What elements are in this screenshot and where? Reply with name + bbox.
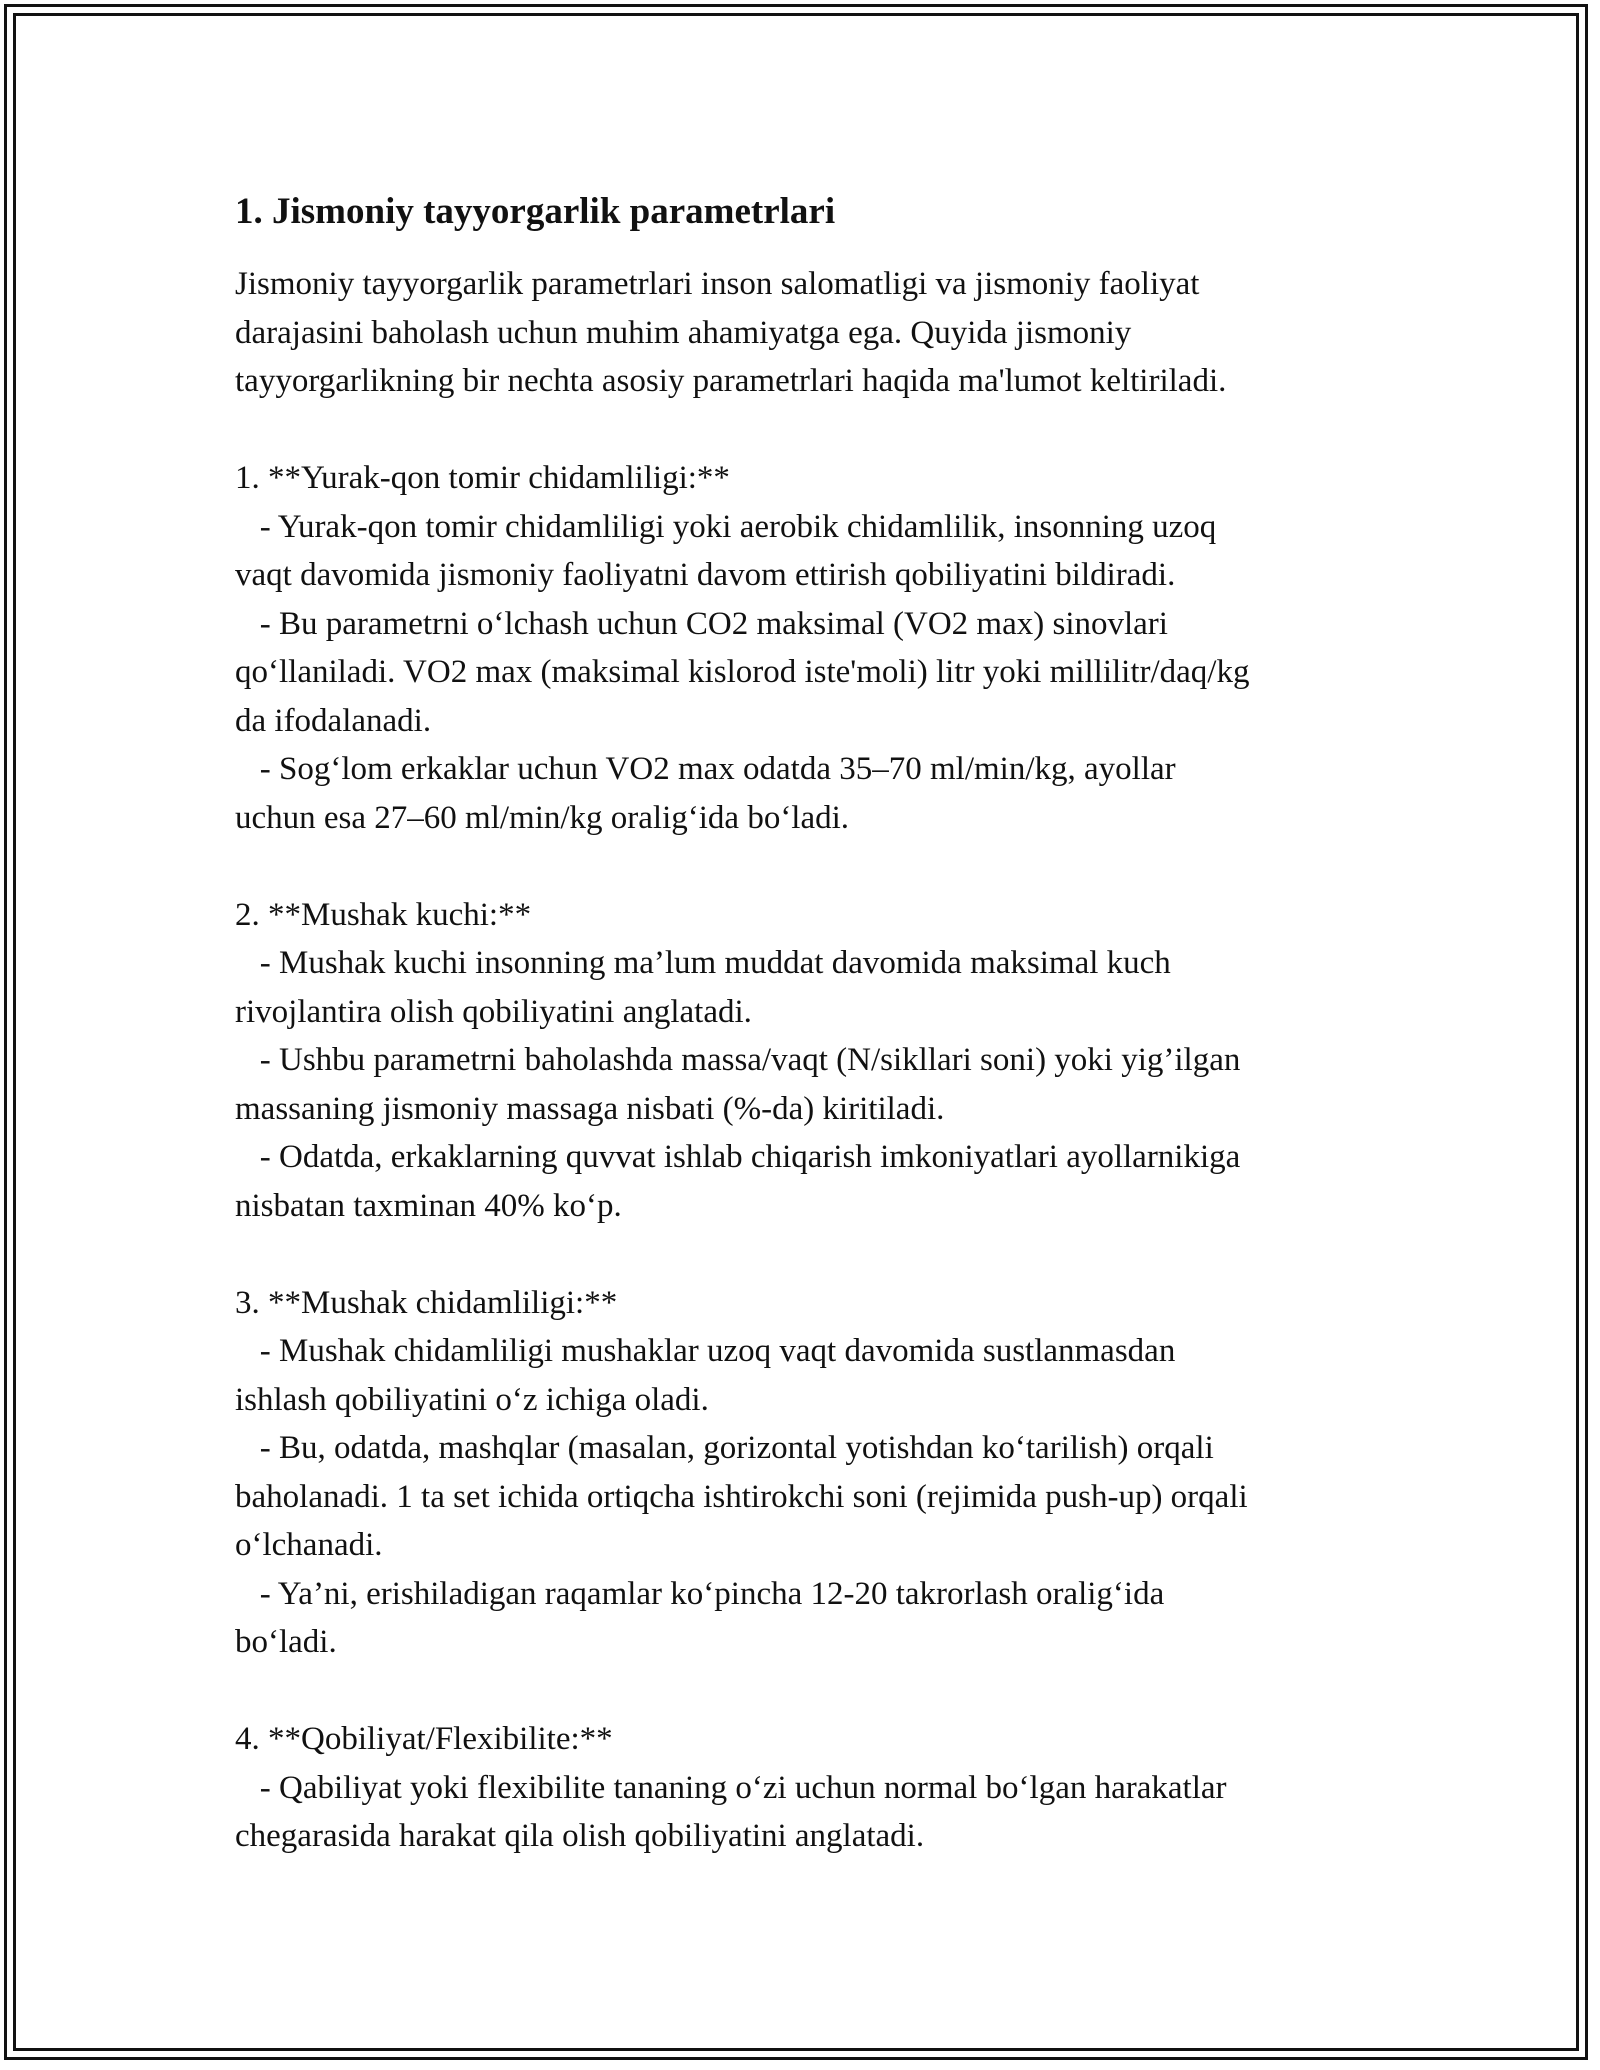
section-line: - Ushbu parametrni baholashda massa/vaqt (N/sikllari soni) yoki yig’ilgan — [235, 1042, 1241, 1078]
section-muscle-strength — [235, 891, 1385, 1231]
section-line: da ifodalanadi. — [235, 702, 432, 739]
section-title: 4. **Qobiliyat/Flexibilite:** — [235, 1721, 613, 1757]
document-heading: 1. Jismoniy tayyorgarlik parametrlari — [235, 191, 836, 232]
section-line: vaqt davomida jismoniy faoliyatni davom ettirish qobiliyatini bildiradi. — [235, 557, 1176, 593]
section-line: baholanadi. 1 ta set ichida ortiqcha ishtirokchi soni (rejimida push-up) orqali — [235, 1478, 1248, 1515]
section-title: 2. **Mushak kuchi:** — [235, 896, 532, 933]
section-title: 1. **Yurak-qon tomir chidamliligi:** — [235, 460, 730, 496]
section-line: - Ya’ni, erishiladigan raqamlar ko‘pincha 12-20 takrorlash oralig‘ida — [235, 1575, 1165, 1612]
section-flexibility — [235, 1715, 1385, 1861]
section-line: - Qabiliyat yoki flexibilite tananing o‘zi uchun normal bo‘lgan harakatlar — [235, 1769, 1227, 1806]
document-body — [235, 188, 1385, 1861]
intro-line: Jismoniy tayyorgarlik parametrlari inson salomatligi va jismoniy faoliyat — [235, 266, 1200, 302]
section-line: o‘lchanadi. — [235, 1527, 383, 1563]
section-muscle-endurance — [235, 1279, 1385, 1667]
section-line: nisbatan taxminan 40% ko‘p. — [235, 1187, 622, 1224]
section-line: qo‘llaniladi. VO2 max (maksimal kislorod iste'moli) litr yoki millilitr/daq/kg — [235, 654, 1250, 690]
section-line: massaning jismoniy massaga nisbati (%-da) kiritiladi. — [235, 1090, 945, 1127]
section-line: uchun esa 27–60 ml/min/kg oralig‘ida bo‘ladi. — [235, 799, 850, 836]
section-line: - Bu, odatda, mashqlar (masalan, gorizontal yotishdan ko‘tarilish) orqali — [235, 1430, 1214, 1466]
section-line: rivojlantira olish qobiliyatini anglatadi. — [235, 993, 752, 1030]
intro-line: darajasini baholash uchun muhim ahamiyatga ega. Quyida jismoniy — [235, 314, 1132, 351]
section-line: - Mushak kuchi insonning ma’lum muddat davomida maksimal kuch — [235, 945, 1171, 981]
section-title: 3. **Mushak chidamliligi:** — [235, 1284, 618, 1321]
section-line: ishlash qobiliyatini o‘z ichiga oladi. — [235, 1381, 709, 1418]
section-line: - Mushak chidamliligi mushaklar uzoq vaqt davomida sustlanmasdan — [235, 1333, 1176, 1369]
section-line: chegarasida harakat qila olish qobiliyatini anglatadi. — [235, 1818, 925, 1854]
section-line: - Sog‘lom erkaklar uchun VO2 max odatda 35–70 ml/min/kg, ayollar — [235, 751, 1176, 787]
section-line: - Bu parametrni o‘lchash uchun CO2 maksimal (VO2 max) sinovlari — [235, 605, 1168, 642]
intro-line: tayyorgarlikning bir nechta asosiy parametrlari haqida ma'lumot keltiriladi. — [235, 363, 1227, 399]
section-cardio-endurance — [235, 454, 1385, 842]
section-line: - Odatda, erkaklarning quvvat ishlab chiqarish imkoniyatlari ayollarnikiga — [235, 1139, 1241, 1175]
section-line: bo‘ladi. — [235, 1624, 337, 1660]
section-line: - Yurak-qon tomir chidamliligi yoki aerobik chidamlilik, insonning uzoq — [235, 508, 1217, 545]
intro-paragraph — [235, 260, 1385, 406]
